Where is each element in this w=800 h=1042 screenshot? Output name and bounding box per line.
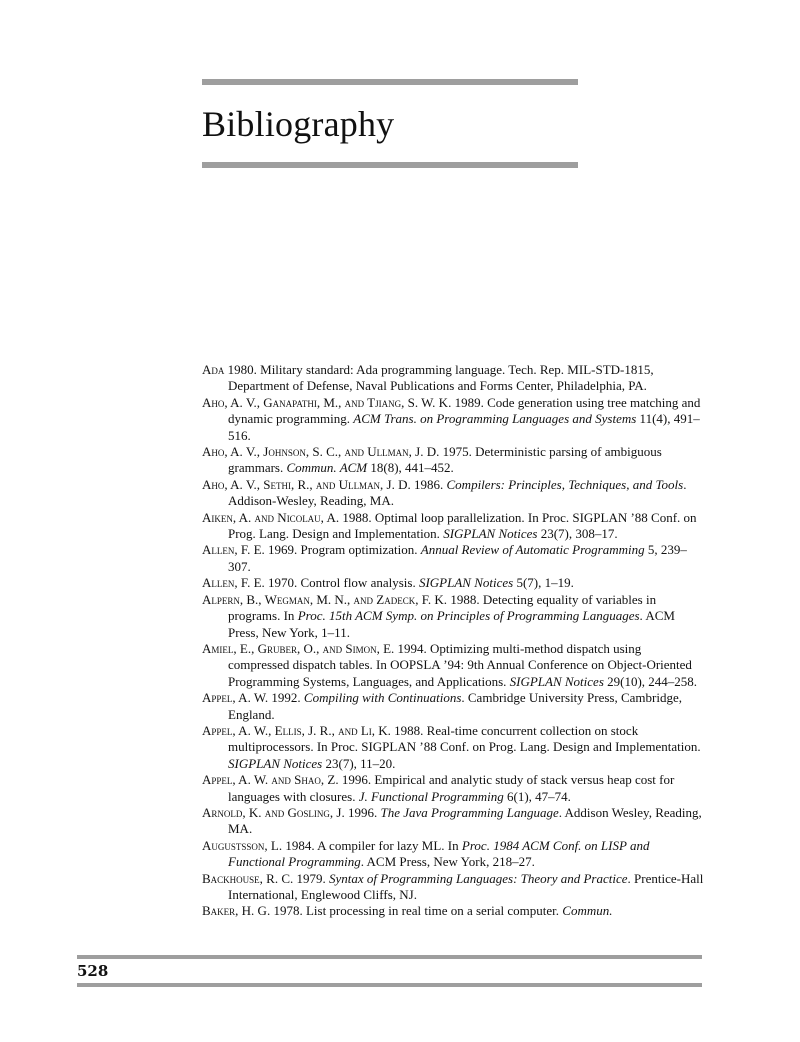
reference-text: 1978. List processing in real time on a serial computer. [270, 903, 563, 919]
reference-entry [202, 395, 704, 444]
reference-author: Aho, A. V., Johnson, S. C., and Ullman, J. D. [202, 444, 440, 460]
reference-tail: 23(7), 308–17. [537, 526, 618, 542]
reference-title: Annual Review of Automatic Programming [420, 542, 645, 558]
reference-entry [202, 641, 704, 690]
reference-tail: 18(8), 441–452. [367, 460, 454, 476]
reference-tail: 5, 239–307. [228, 542, 687, 574]
reference-author: Allen, F. E. [202, 542, 265, 558]
reference-author: Appel, A. W., Ellis, J. R., and Li, K. [202, 722, 391, 738]
reference-title: Compiling with Continuations [303, 690, 462, 706]
page-number: 528 [77, 962, 109, 980]
title-rule-top [202, 79, 578, 85]
reference-title: Proc. 15th ACM Symp. on Principles of Programming Languages [297, 608, 640, 624]
reference-text: 1994. Optimizing multi-method dispatch using compressed dispatch tables. In OOPSLA ’94: 9th Annual Conference on Object-Oriented Programming Systems, Languages, and Applications. [228, 640, 692, 689]
reference-author: Appel, A. W. and Shao, Z. [202, 772, 339, 788]
reference-title: ACM Trans. on Programming Languages and Systems [353, 411, 637, 427]
reference-author: Allen, F. E. [202, 575, 265, 591]
page-title: Bibliography [202, 104, 395, 144]
reference-title: J. Functional Programming [358, 788, 504, 804]
reference-title: Syntax of Programming Languages: Theory and Practice [329, 870, 628, 886]
reference-title: The Java Programming Language [380, 804, 559, 820]
reference-entry [202, 723, 704, 772]
reference-tail: . ACM Press, New York, 218–27. [360, 854, 535, 870]
reference-entry [202, 903, 704, 919]
reference-entry [202, 871, 704, 904]
reference-author: Aho, A. V., Sethi, R., and Ullman, J. D. [202, 476, 411, 492]
reference-author: Appel, A. W. [202, 690, 269, 706]
reference-text: 1988. Detecting equality of variables in programs. In [228, 591, 657, 624]
reference-entry [202, 575, 704, 591]
reference-author: Alpern, B., Wegman, M. N., and Zadeck, F. K. [202, 591, 448, 607]
reference-text: 1988. Optimal loop parallelization. In Proc. SIGPLAN ’88 Conf. on Prog. Lang. Design and Implementation. [228, 509, 697, 542]
reference-text: 1970. Control flow analysis. [264, 575, 419, 591]
reference-author: Ada [202, 362, 225, 377]
footer-rule-top [77, 955, 702, 959]
reference-author: Arnold, K. and Gosling, J. [202, 804, 345, 820]
reference-title: Commun. [562, 903, 613, 919]
reference-title: SIGPLAN Notices [418, 575, 514, 591]
reference-author: Baker, H. G. [202, 903, 271, 919]
reference-title: SIGPLAN Notices [228, 755, 323, 771]
reference-text: 1989. Code generation using tree matching and dynamic programming. [228, 394, 701, 427]
reference-text: 1984. A compiler for lazy ML. In [282, 837, 462, 853]
reference-title: Proc. 1984 ACM Conf. on LISP and Functional Programming [228, 837, 650, 870]
reference-entry [202, 690, 704, 723]
reference-text: 1979. [293, 870, 330, 886]
reference-tail: . Addison-Wesley, Reading, MA. [228, 476, 687, 509]
reference-author: Amiel, E., Gruber, O., and Simon, E. [202, 640, 395, 656]
reference-tail: . Addison Wesley, Reading, MA. [228, 804, 702, 837]
reference-text: 1975. Deterministic parsing of ambiguous grammars. [228, 444, 662, 476]
reference-tail: 6(1), 47–74. [503, 788, 571, 804]
reference-entry [202, 444, 704, 477]
reference-text: 1996. [344, 804, 381, 820]
reference-text: 1986. [410, 476, 447, 492]
reference-text: 1980. Military standard: Ada programming language. Tech. Rep. MIL-STD-1815, Department of Defense, Naval Publications and Forms Center, Philadelphia, PA. [224, 362, 654, 394]
reference-tail: 29(10), 244–258. [603, 673, 698, 689]
reference-entry [202, 838, 704, 871]
title-rule-bottom [202, 162, 578, 168]
reference-tail: . ACM Press, New York, 1–11. [228, 608, 675, 640]
reference-tail: . Cambridge University Press, Cambridge, England. [228, 690, 682, 722]
reference-title: SIGPLAN Notices [443, 526, 538, 542]
reference-entry [202, 542, 704, 575]
reference-entry [202, 805, 704, 838]
reference-text: 1988. Real-time concurrent collection on stock multiprocessors. In Proc. SIGPLAN ’88 Conf. on Prog. Lang. Design and Implementation. [228, 722, 701, 755]
reference-tail: 5(7), 1–19. [513, 575, 574, 591]
reference-list [202, 362, 704, 920]
reference-entry [202, 772, 704, 805]
reference-tail: . Prentice-Hall International, Englewood Cliffs, NJ. [228, 870, 704, 902]
reference-text: 1969. Program optimization. [264, 542, 421, 558]
reference-author: Augustsson, L. [202, 837, 283, 853]
footer-rule-bottom [77, 983, 702, 987]
reference-tail: 11(4), 491–516. [228, 411, 700, 443]
reference-entry [202, 362, 704, 395]
reference-title: SIGPLAN Notices [509, 673, 604, 689]
reference-entry [202, 592, 704, 641]
reference-text: 1996. Empirical and analytic study of stack versus heap cost for languages with closures. [228, 772, 675, 804]
reference-author: Aiken, A. and Nicolau, A. [202, 509, 340, 525]
reference-tail: 23(7), 11–20. [322, 755, 396, 771]
reference-author: Backhouse, R. C. [202, 870, 294, 886]
reference-author: Aho, A. V., Ganapathi, M., and Tjiang, S. W. K. [202, 394, 452, 410]
reference-entry [202, 477, 704, 510]
reference-title: Compilers: Principles, Techniques, and Tools [446, 476, 684, 492]
reference-text: 1992. [268, 690, 304, 706]
reference-title: Commun. ACM [286, 460, 368, 476]
reference-entry [202, 510, 704, 543]
